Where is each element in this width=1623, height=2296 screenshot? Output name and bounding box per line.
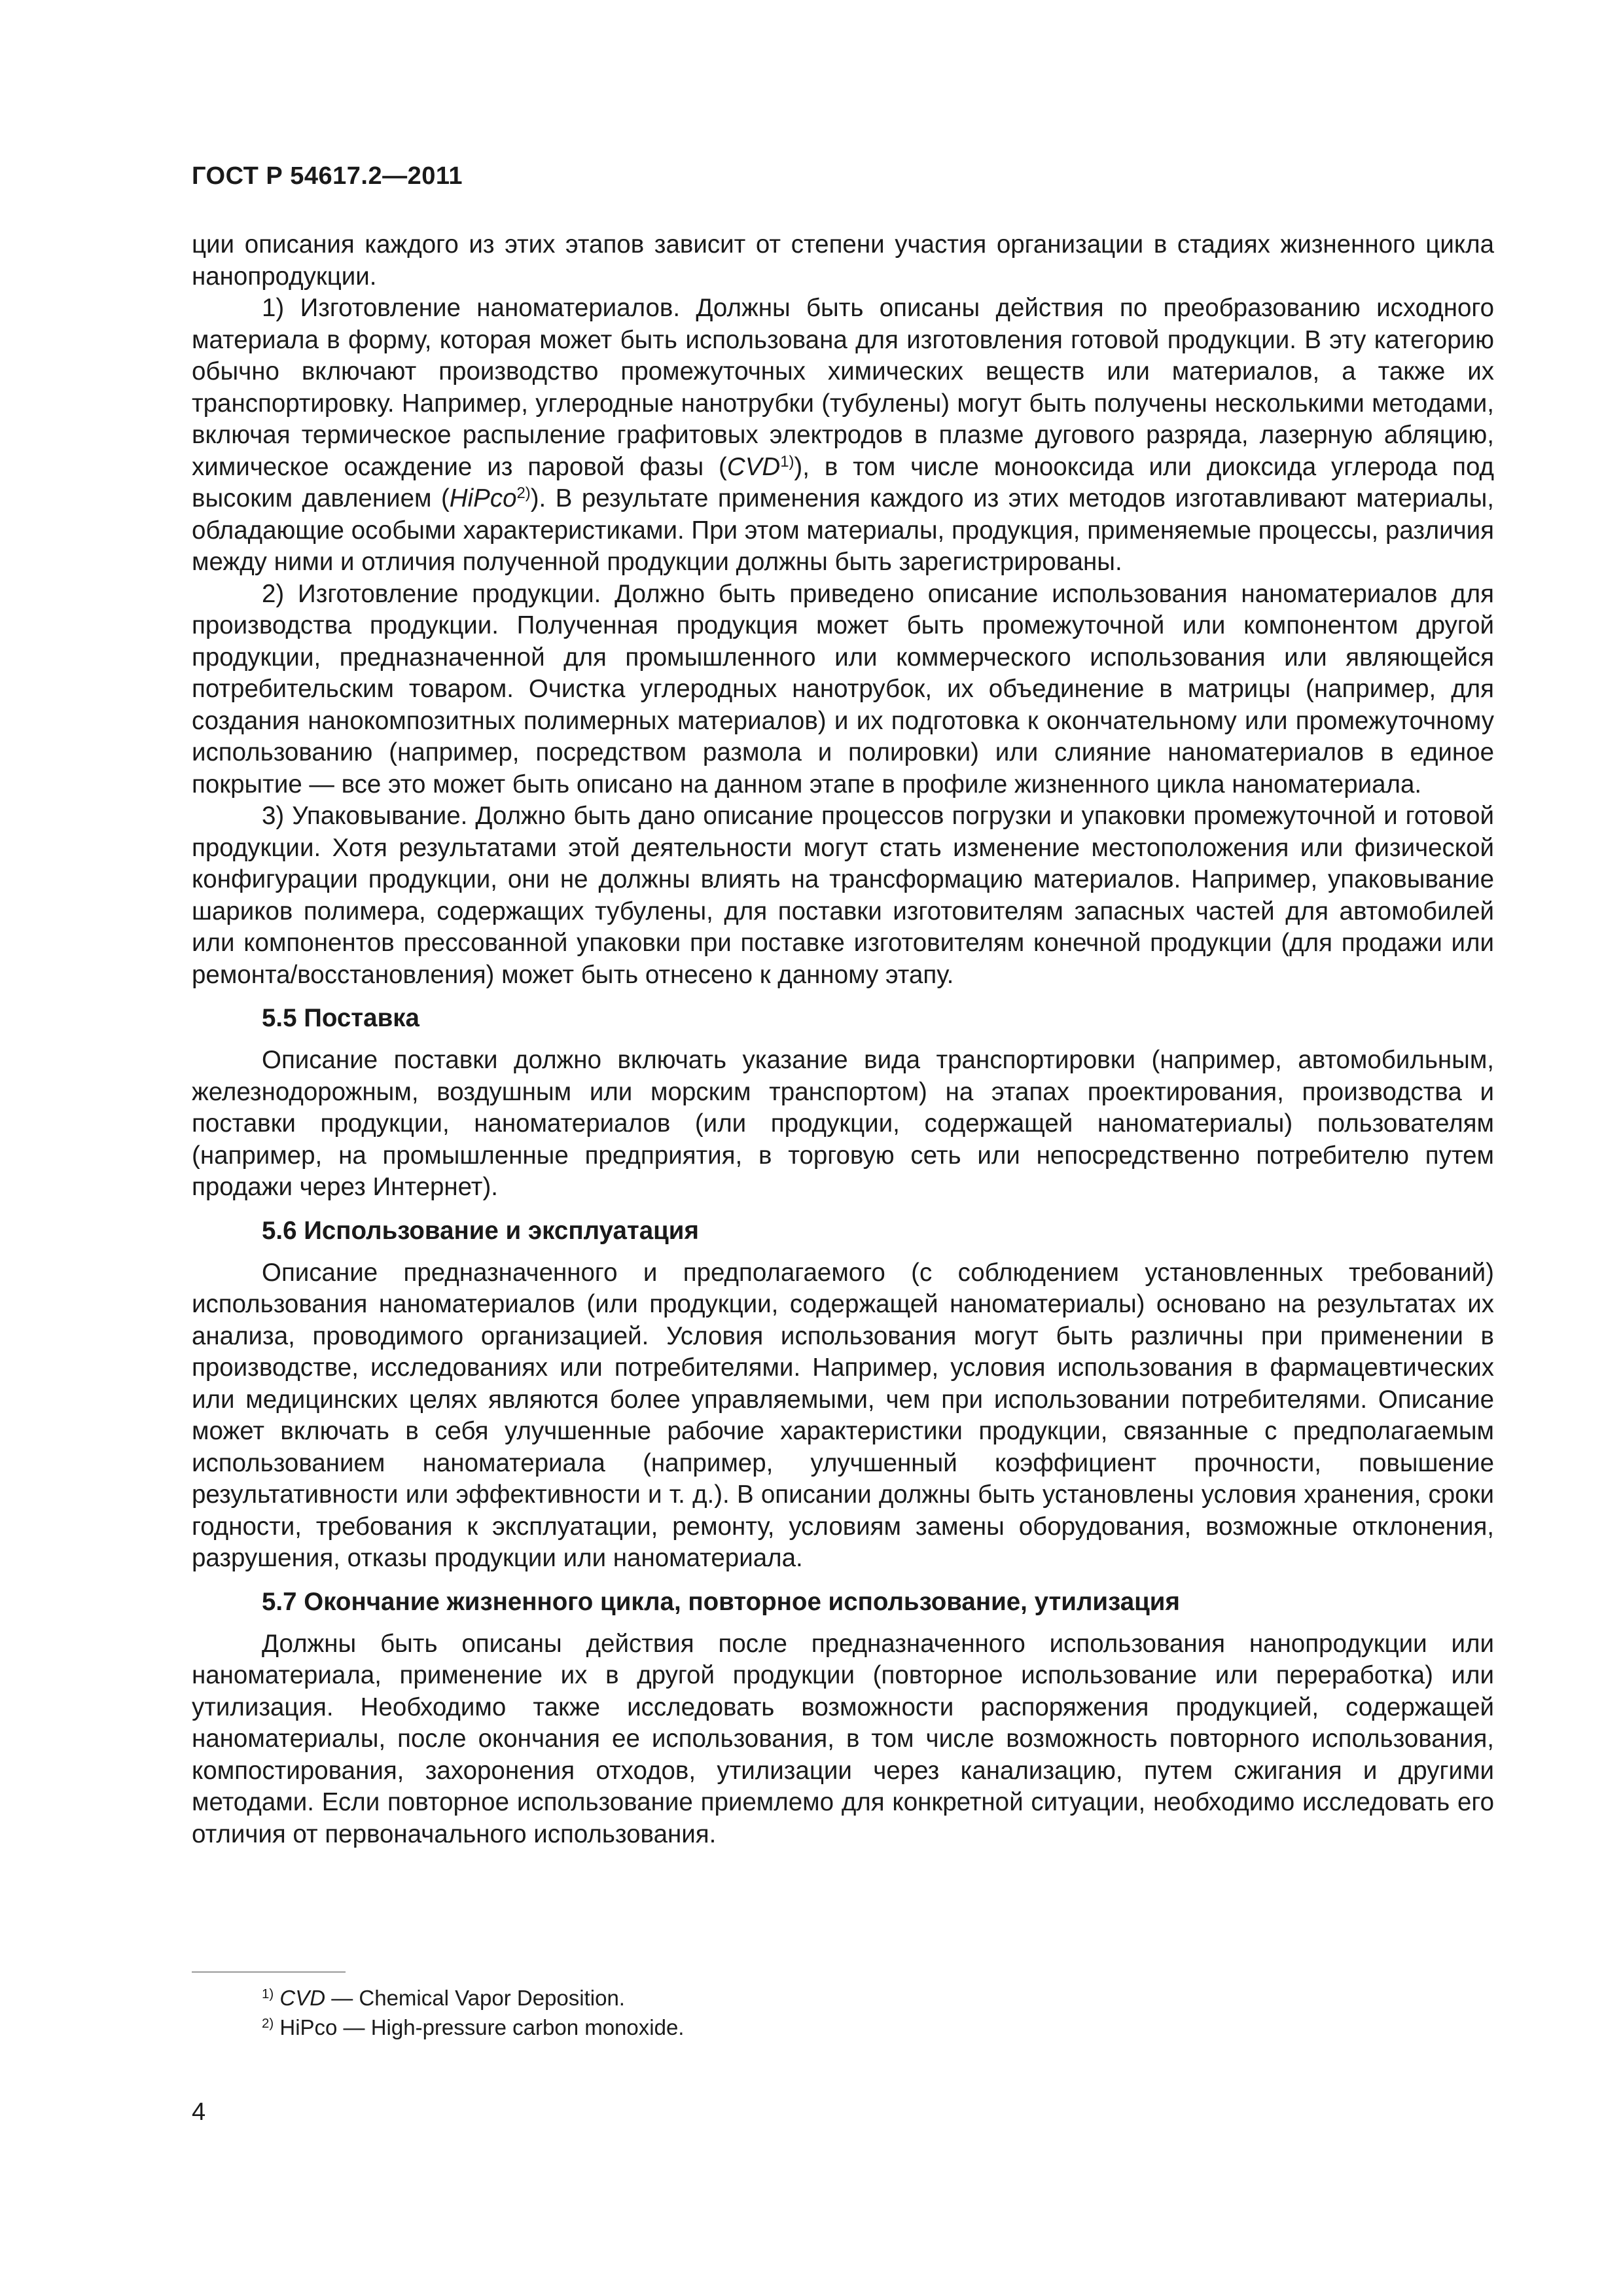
footnote-ref-1[interactable]: 1) — [780, 452, 794, 471]
footnotes — [262, 1983, 684, 2042]
document-body — [192, 229, 1494, 1850]
cvd-term: CVD — [726, 452, 781, 481]
footnote-ref-2[interactable]: 2) — [516, 484, 531, 502]
standard-header: ГОСТ Р 54617.2—2011 — [192, 162, 463, 190]
footnote-2: $^{2)}$ HiPco — High-pressure carbon monoxide. — [262, 2015, 685, 2039]
footnote-divider — [192, 1971, 346, 1973]
section-heading-5-7: 5.7 Окончание жизненного цикла, повторное использование, утилизация — [262, 1587, 1180, 1616]
hipco-term: HiPco — [449, 484, 517, 512]
intro-paragraph: ции описания каждого из этих этапов зависит от степени участия организации в стадиях жизненного цикла нанопродукции. — [192, 230, 1494, 291]
section-5-7-text: Должны быть описаны действия после предназначенного использования нанопродукции или наноматериала, применение их в другой продукции (повторное использование или переработка) или утилизация. Необходимо также исследовать возможности распоряжения продукцией, содержащей наноматериалы, после окончания ее использования, в том числе возможность повторного использования, компостирования, захоронения отходов, утилизации через канализацию, путем сжигания и другими методами. Если повторное использование приемлемо для конкретной ситуации, необходимо исследовать его отличия от первоначального использования. — [192, 1629, 1494, 1848]
section-5-6-text: Описание предназначенного и предполагаемого (с соблюдением установленных требований) использования наноматериалов (или продукции, содержащей наноматериалы) основано на результатах их анализа, проводимого организацией. Условия использования могут быть различны при применении в производстве, исследованиях или потребителями. Например, условия использования в фармацевтических или медицинских целях являются более управляемыми, чем при использовании потребителями. Описание может включать в себя улучшенные рабочие характеристики продукции, связанные с предполагаемым использованием наноматериала (например, улучшенный коэффициент прочности, повышение результативности или эффективности и т. д.). В описании должны быть установлены условия хранения, сроки годности, требования к эксплуатации, ремонту, условиям замены оборудования, возможные отклонения, разрушения, отказы продукции или наноматериала. — [192, 1258, 1494, 1572]
footnote-1: $^{1)}$ CVD — Chemical Vapor Deposition. — [262, 1986, 625, 2010]
section-5-5-text: Описание поставки должно включать указание вида транспортировки (например, автомобильным, железнодорожным, воздушным или морским транспортом) на этапах проектирования, производства и поставки продукции, наноматериалов (или продукции, содержащей наноматериалы) пользователям (например, на промышленные предприятия, в торговую сеть или непосредственно потребителю путем продажи через Интернет). — [192, 1046, 1494, 1201]
paragraph-product-manufacturing: 2) Изготовление продукции. Должно быть приведено описание использования наноматериалов для производства продукции. Полученная продукция может быть промежуточной или компонентом другой продукции, предназначенной для промышленного или коммерческого использования или являющейся потребительским товаром. Очистка углеродных нанотрубок, их объединение в матрицы (например, для создания нанокомпозитных полимерных материалов) и их подготовка к окончательному или промежуточному использованию (например, посредством размола и полировки) или слияние наноматериалов в единое покрытие — все это может быть описано на данном этапе в профиле жизненного цикла наноматериала. — [192, 579, 1494, 798]
page-number: 4 — [192, 2098, 206, 2126]
section-heading-5-6: 5.6 Использование и эксплуатация — [262, 1216, 699, 1245]
section-heading-5-5: 5.5 Поставка — [262, 1004, 419, 1032]
paragraph-packaging: 3) Упаковывание. Должно быть дано описание процессов погрузки и упаковки промежуточной и готовой продукции. Хотя результатами этой деятельности могут стать изменение местоположения или физической конфигурации продукции, они не должны влиять на трансформацию материалов. Например, упаковывание шариков полимера, содержащих тубулены, для поставки изготовителям запасных частей для автомобилей или компонентов прессованной упаковки при поставке изготовителям конечной продукции (для продажи или ремонта/восстановления) может быть отнесено к данному этапу. — [192, 802, 1494, 989]
paragraph-nanomaterial-manufacturing: 1) Изготовление наноматериалов. Должны быть описаны действия по преобразованию исходного материала в форму, которая может быть использована для изготовления готовой продукции. В эту категорию обычно включают производство промежуточных химических веществ или материалов, а также их транспортировку. Например, углеродные нанотрубки (тубулены) могут быть получены несколькими методами, включая термическое распыление графитовых электродов в плазме дугового разряда, лазерную абляцию, химическое осаждение из паровой фазы (CVD$^{1)}$), в том числе монооксида или диоксида углерода под высоким давлением (HiPco$^{2)}$). В результате применения каждого из этих методов изготавливают материалы, обладающие особыми характеристиками. При этом материалы, продукция, применяемые процессы, различия между ними и отличия полученной продукции должны быть зарегистрированы. — [192, 294, 1494, 576]
